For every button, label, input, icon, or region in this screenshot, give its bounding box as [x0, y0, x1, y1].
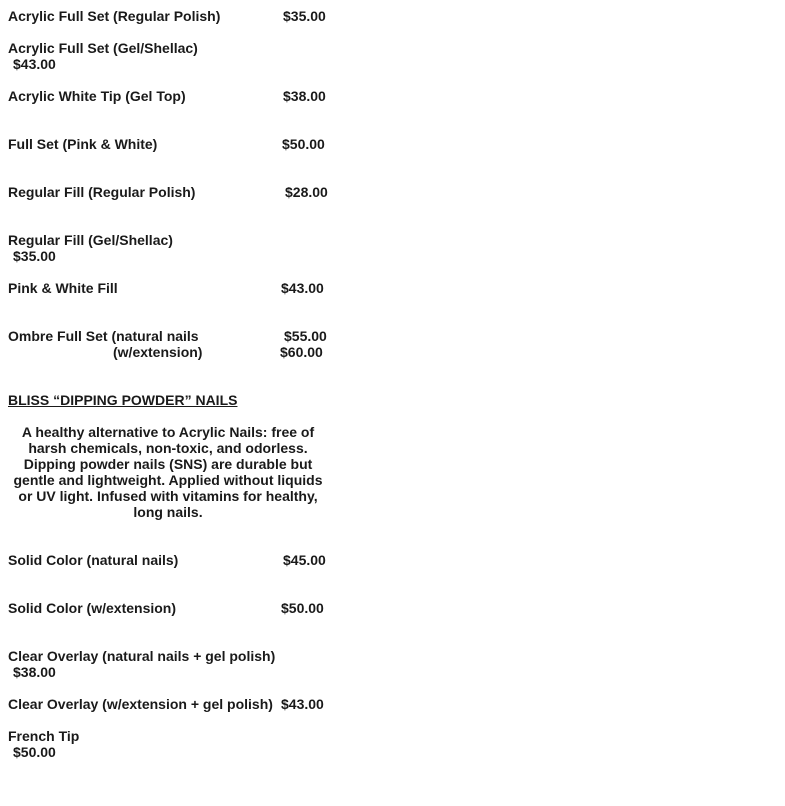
- section-heading-dipping-powder: BLISS “DIPPING POWDER” NAILS: [8, 392, 238, 408]
- service-name-full-set-pink-white: Full Set (Pink & White): [8, 136, 158, 152]
- service-name-solid-color-natural: Solid Color (natural nails): [8, 552, 179, 568]
- service-price-acrylic-white-tip: $38.00: [283, 88, 326, 104]
- dipping-powder-description: A healthy alternative to Acrylic Nails: free of harsh chemicals, non-toxic, and odorless. Dipping powder nails (SNS) are durable but gentle and lightweight. Applied without liquids or UV light. Infused with vitamins for healthy, long nails.: [13, 424, 323, 520]
- service-name-acrylic-white-tip: Acrylic White Tip (Gel Top): [8, 88, 186, 104]
- service-name-solid-color-extension: Solid Color (w/extension): [8, 600, 177, 616]
- service-price-clear-overlay-extension: $43.00: [281, 696, 324, 712]
- service-name-pink-white-fill: Pink & White Fill: [8, 280, 118, 296]
- service-name-acrylic-full-set-regular: Acrylic Full Set (Regular Polish): [8, 8, 221, 24]
- service-price-ombre-extension: $60.00: [280, 344, 323, 360]
- service-price-solid-color-natural: $45.00: [283, 552, 326, 568]
- service-name-clear-overlay-natural: Clear Overlay (natural nails + gel polish): [8, 648, 276, 664]
- service-price-pink-white-fill: $43.00: [281, 280, 324, 296]
- service-price-solid-color-extension: $50.00: [281, 600, 324, 616]
- service-price-ombre-full-set: $55.00: [284, 328, 327, 344]
- service-price-full-set-pink-white: $50.00: [282, 136, 325, 152]
- service-name-regular-fill-gel: Regular Fill (Gel/Shellac): [8, 232, 173, 248]
- service-price-french-tip: $50.00: [13, 744, 56, 760]
- service-name-french-tip: French Tip: [8, 728, 80, 744]
- service-name-clear-overlay-extension: Clear Overlay (w/extension + gel polish): [8, 696, 273, 712]
- service-name-ombre-extension: (w/extension): [113, 344, 203, 360]
- service-name-acrylic-full-set-gel: Acrylic Full Set (Gel/Shellac): [8, 40, 198, 56]
- service-name-ombre-full-set: Ombre Full Set (natural nails: [8, 328, 199, 344]
- service-price-acrylic-full-set-regular: $35.00: [283, 8, 326, 24]
- service-price-regular-fill-regular: $28.00: [285, 184, 328, 200]
- service-price-clear-overlay-natural: $38.00: [13, 664, 56, 680]
- service-name-regular-fill-regular: Regular Fill (Regular Polish): [8, 184, 196, 200]
- service-price-acrylic-full-set-gel: $43.00: [13, 56, 56, 72]
- service-price-regular-fill-gel: $35.00: [13, 248, 56, 264]
